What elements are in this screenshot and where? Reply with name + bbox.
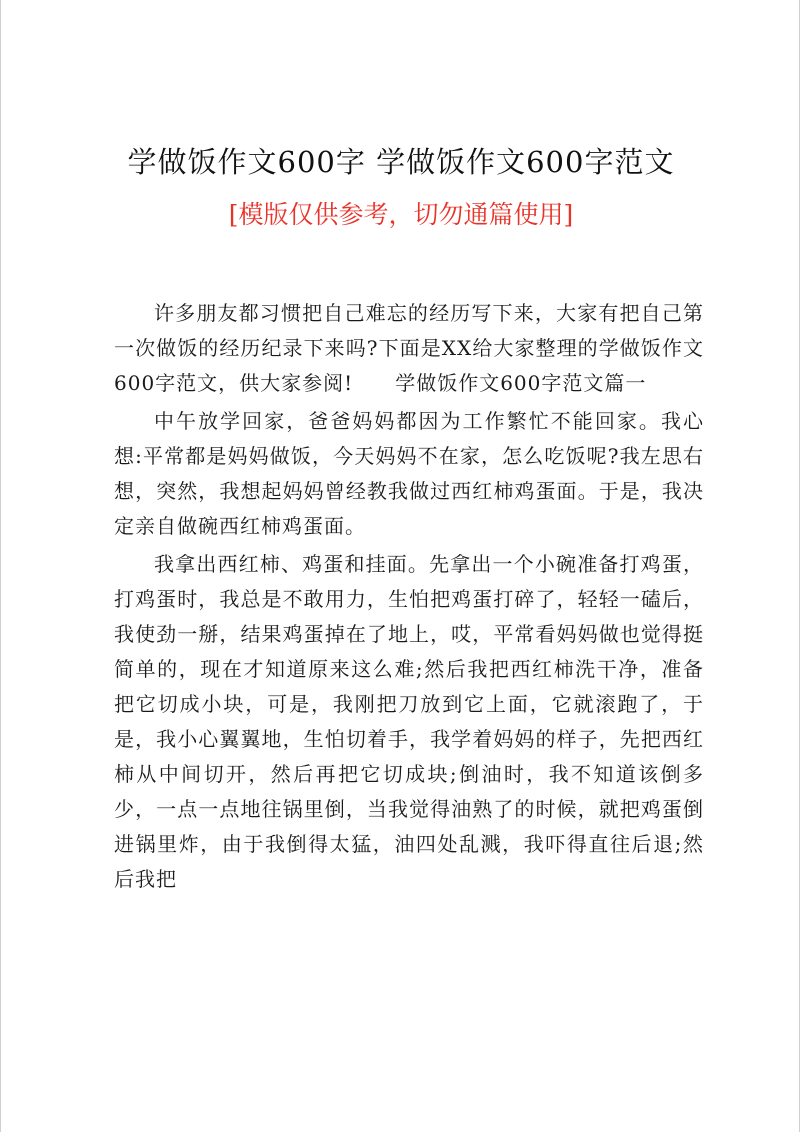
paragraph-3: 我拿出西红柿、鸡蛋和挂面。先拿出一个小碗准备打鸡蛋，打鸡蛋时，我总是不敢用力，生怕把鸡蛋打碎了，轻轻一磕后，我使劲一掰，结果鸡蛋掉在了地上，哎，平常看妈妈做也觉得挺简单的，现在才知道原来这么难;然后我把西红柿洗干净，准备把它切成小块，可是，我刚把刀放到它上面，它就滚跑了，于是，我小心翼翼地，生怕切着手，我学着妈妈的样子，先把西红柿从中间切开，然后再把它切成块;倒油时，我不知道该倒多少，一点一点地往锅里倒，当我觉得油熟了的时候，就把鸡蛋倒进锅里炸，由于我倒得太猛，油四处乱溅，我吓得直往后退;然后我把 — [114, 552, 704, 891]
document-title: 学做饭作文600字 学做饭作文600字范文 — [127, 145, 675, 179]
template-notice: [模版仅供参考，切勿通篇使用] — [228, 200, 574, 229]
document-body — [114, 296, 704, 900]
paragraph-2: 中午放学回家，爸爸妈妈都因为工作繁忙不能回家。我心想:平常都是妈妈做饭，今天妈妈不在家，怎么吃饭呢?我左思右想，突然，我想起妈妈曾经教我做过西红柿鸡蛋面。于是，我决定亲自做碗西红柿鸡蛋面。 — [114, 409, 704, 538]
paragraph-intro: 许多朋友都习惯把自己难忘的经历写下来，大家有把自己第一次做饭的经历纪录下来吗?下面是XX给大家整理的学做饭作文600字范文，供大家参阅! 学做饭作文600字范文篇一 — [114, 301, 704, 395]
